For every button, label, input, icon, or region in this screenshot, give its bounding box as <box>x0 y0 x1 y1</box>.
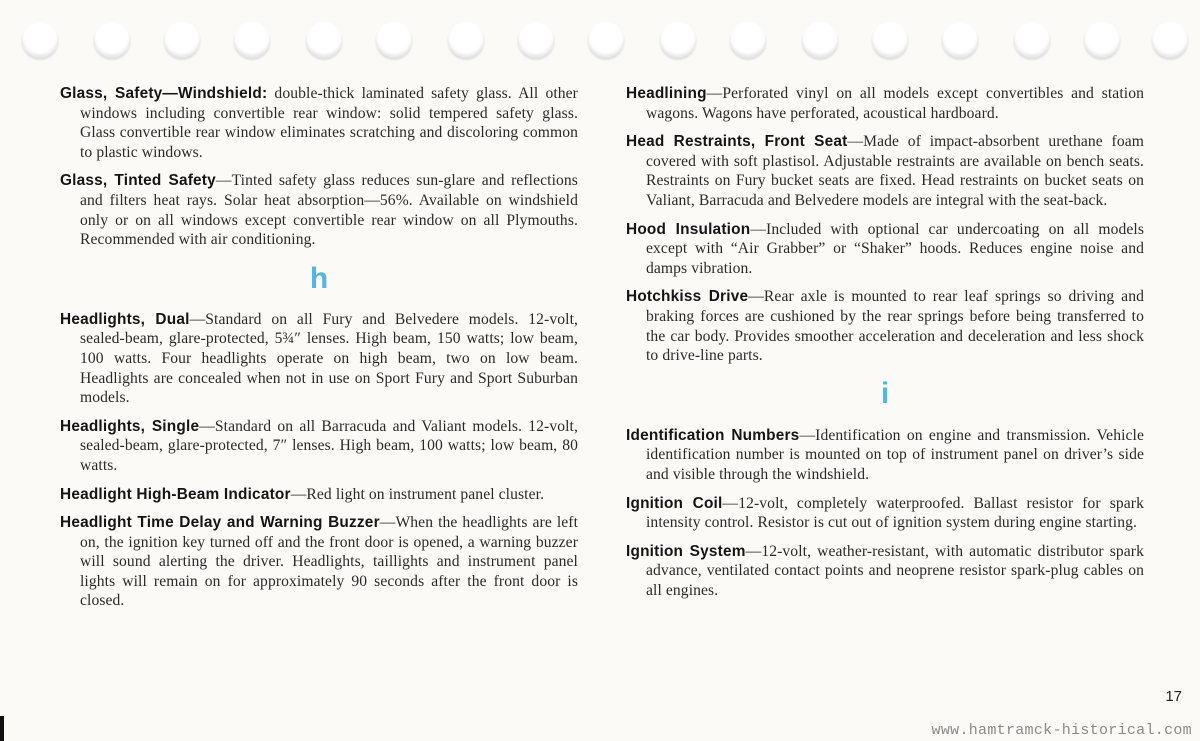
glossary-entry-headlight-time-delay <box>60 513 578 611</box>
binder-hole <box>164 22 200 58</box>
binder-hole <box>234 22 270 58</box>
binder-hole <box>588 22 624 58</box>
binder-hole <box>1084 22 1120 58</box>
entry-term: Identification Numbers <box>626 426 800 444</box>
glossary-entry-headlights-dual <box>60 310 578 408</box>
glossary-entry-hood-insulation <box>626 220 1144 279</box>
binder-hole <box>306 22 342 58</box>
binder-hole <box>802 22 838 58</box>
glossary-entry-headlights-single <box>60 417 578 476</box>
glossary-entry-ignition-system <box>626 542 1144 601</box>
entry-text: —Standard on all Fury and Belvedere models. 12-volt, sealed-beam, glare-protected, 5¾″ lenses. High beam, 150 watts; low beam, 100 watts. Four headlights operate on high beam, two on low beam. Headlights are concealed when not in use on Sport Fury and Sport Suburban models. <box>80 310 578 407</box>
glossary-entry-head-restraints <box>626 132 1144 210</box>
entry-text: —Perforated vinyl on all models except convertibles and station wagons. Wagons have perforated, acoustical hardboard. <box>646 85 1144 122</box>
entry-text: —Identification on engine and transmission. Vehicle identification number is mounted on top of instrument panel on driver’s side and visible through the windshield. <box>646 426 1144 483</box>
entry-text: —Red light on instrument panel cluster. <box>290 485 545 503</box>
entry-text: —Tinted safety glass reduces sun-glare and reflections and filters heat rays. Solar heat absorption—56%. Available on windshield only or on all windows except convertible rear window on all Plymouths. Recommended with air conditioning. <box>80 172 578 249</box>
watermark: www.hamtramck-historical.com <box>931 722 1192 739</box>
entry-term: Ignition System <box>626 542 746 560</box>
entry-text: —Included with optional car undercoating on all models except with “Air Grabber” or “Shaker” hoods. Reduces engine noise and damps vibration. <box>646 220 1144 277</box>
scan-edge-mark <box>0 716 4 741</box>
glossary-entry-glass-tinted-safety <box>60 171 578 249</box>
binder-hole <box>1152 22 1188 58</box>
entry-text: double-thick laminated safety glass. All other windows including convertible rear window: solid tempered safety glass. Glass convertible rear window eliminates scratching and discoloring common to plastic windows. <box>80 85 578 161</box>
entry-text: —12-volt, completely waterproofed. Ballast resistor for spark intensity control. Resistor is cut out of ignition system during engine starting. <box>646 494 1144 532</box>
binder-hole <box>660 22 696 58</box>
entry-term: Headlight High-Beam Indicator <box>60 485 291 503</box>
entry-text: —12-volt, weather-resistant, with automatic distributor spark advance, ventilated contact points and neoprene resistor spark-plug cables on all engines. <box>646 542 1144 599</box>
entry-term: Headlight Time Delay and Warning Buzzer <box>60 514 380 532</box>
section-letter-i: i <box>880 376 890 410</box>
section-letter-h: h <box>309 261 329 295</box>
entry-text: —When the headlights are left on, the ignition key turned off and the front door is opened, a warning buzzer will sound alerting the driver. Headlights, taillights and instrument panel lights will remain on for approximately 90 seconds after the front door is closed. <box>80 514 579 610</box>
glossary-entry-headlining <box>626 84 1144 123</box>
entry-text: —Standard on all Barracuda and Valiant models. 12-volt, sealed-beam, glare-protected, 7″ lenses. High beam, 100 watts; low beam, 80 watts. <box>80 417 578 474</box>
entry-term: Headlights, Single <box>60 417 200 435</box>
left-column <box>60 84 578 620</box>
entry-term: Hotchkiss Drive <box>626 288 749 306</box>
glossary-entry-hotchkiss-drive <box>626 287 1144 365</box>
glossary-entry-glass-safety-windshield <box>60 84 578 162</box>
right-column <box>626 84 1144 609</box>
binder-hole <box>872 22 908 58</box>
entry-term: Ignition Coil <box>626 494 723 512</box>
glossary-entry-headlight-high-beam-indicator <box>60 485 578 505</box>
binder-hole <box>94 22 130 58</box>
binder-hole <box>942 22 978 58</box>
entry-term: Glass, Safety—Windshield: <box>60 85 268 102</box>
binder-hole <box>22 22 58 58</box>
entry-text: —Rear axle is mounted to rear leaf springs so driving and braking forces are cushioned by the rear springs before being transferred to the car body. Provides smoother acceleration and deceleration and less shock to drive-line parts. <box>646 288 1144 365</box>
entry-term: Headlining <box>626 85 707 102</box>
binder-holes <box>22 22 1192 62</box>
page-number: 17 <box>1165 688 1182 705</box>
glossary-entry-identification-numbers <box>626 426 1144 485</box>
entry-term: Headlights, Dual <box>60 310 190 328</box>
binder-hole <box>730 22 766 58</box>
entry-text: —Made of impact-absorbent urethane foam covered with soft plastisol. Adjustable restraints are available on bench seats. Restraints on Fury bucket seats are fixed. Head restraints on bucket seats on Valiant, Barracuda and Belvedere models are integral with the seat-back. <box>646 133 1144 209</box>
binder-hole <box>1014 22 1050 58</box>
glossary-entry-ignition-coil <box>626 494 1144 533</box>
entry-term: Head Restraints, Front Seat <box>626 133 848 151</box>
binder-hole <box>376 22 412 58</box>
entry-term: Hood Insulation <box>626 220 751 238</box>
binder-hole <box>518 22 554 58</box>
binder-hole <box>448 22 484 58</box>
entry-term: Glass, Tinted Safety <box>60 172 216 190</box>
